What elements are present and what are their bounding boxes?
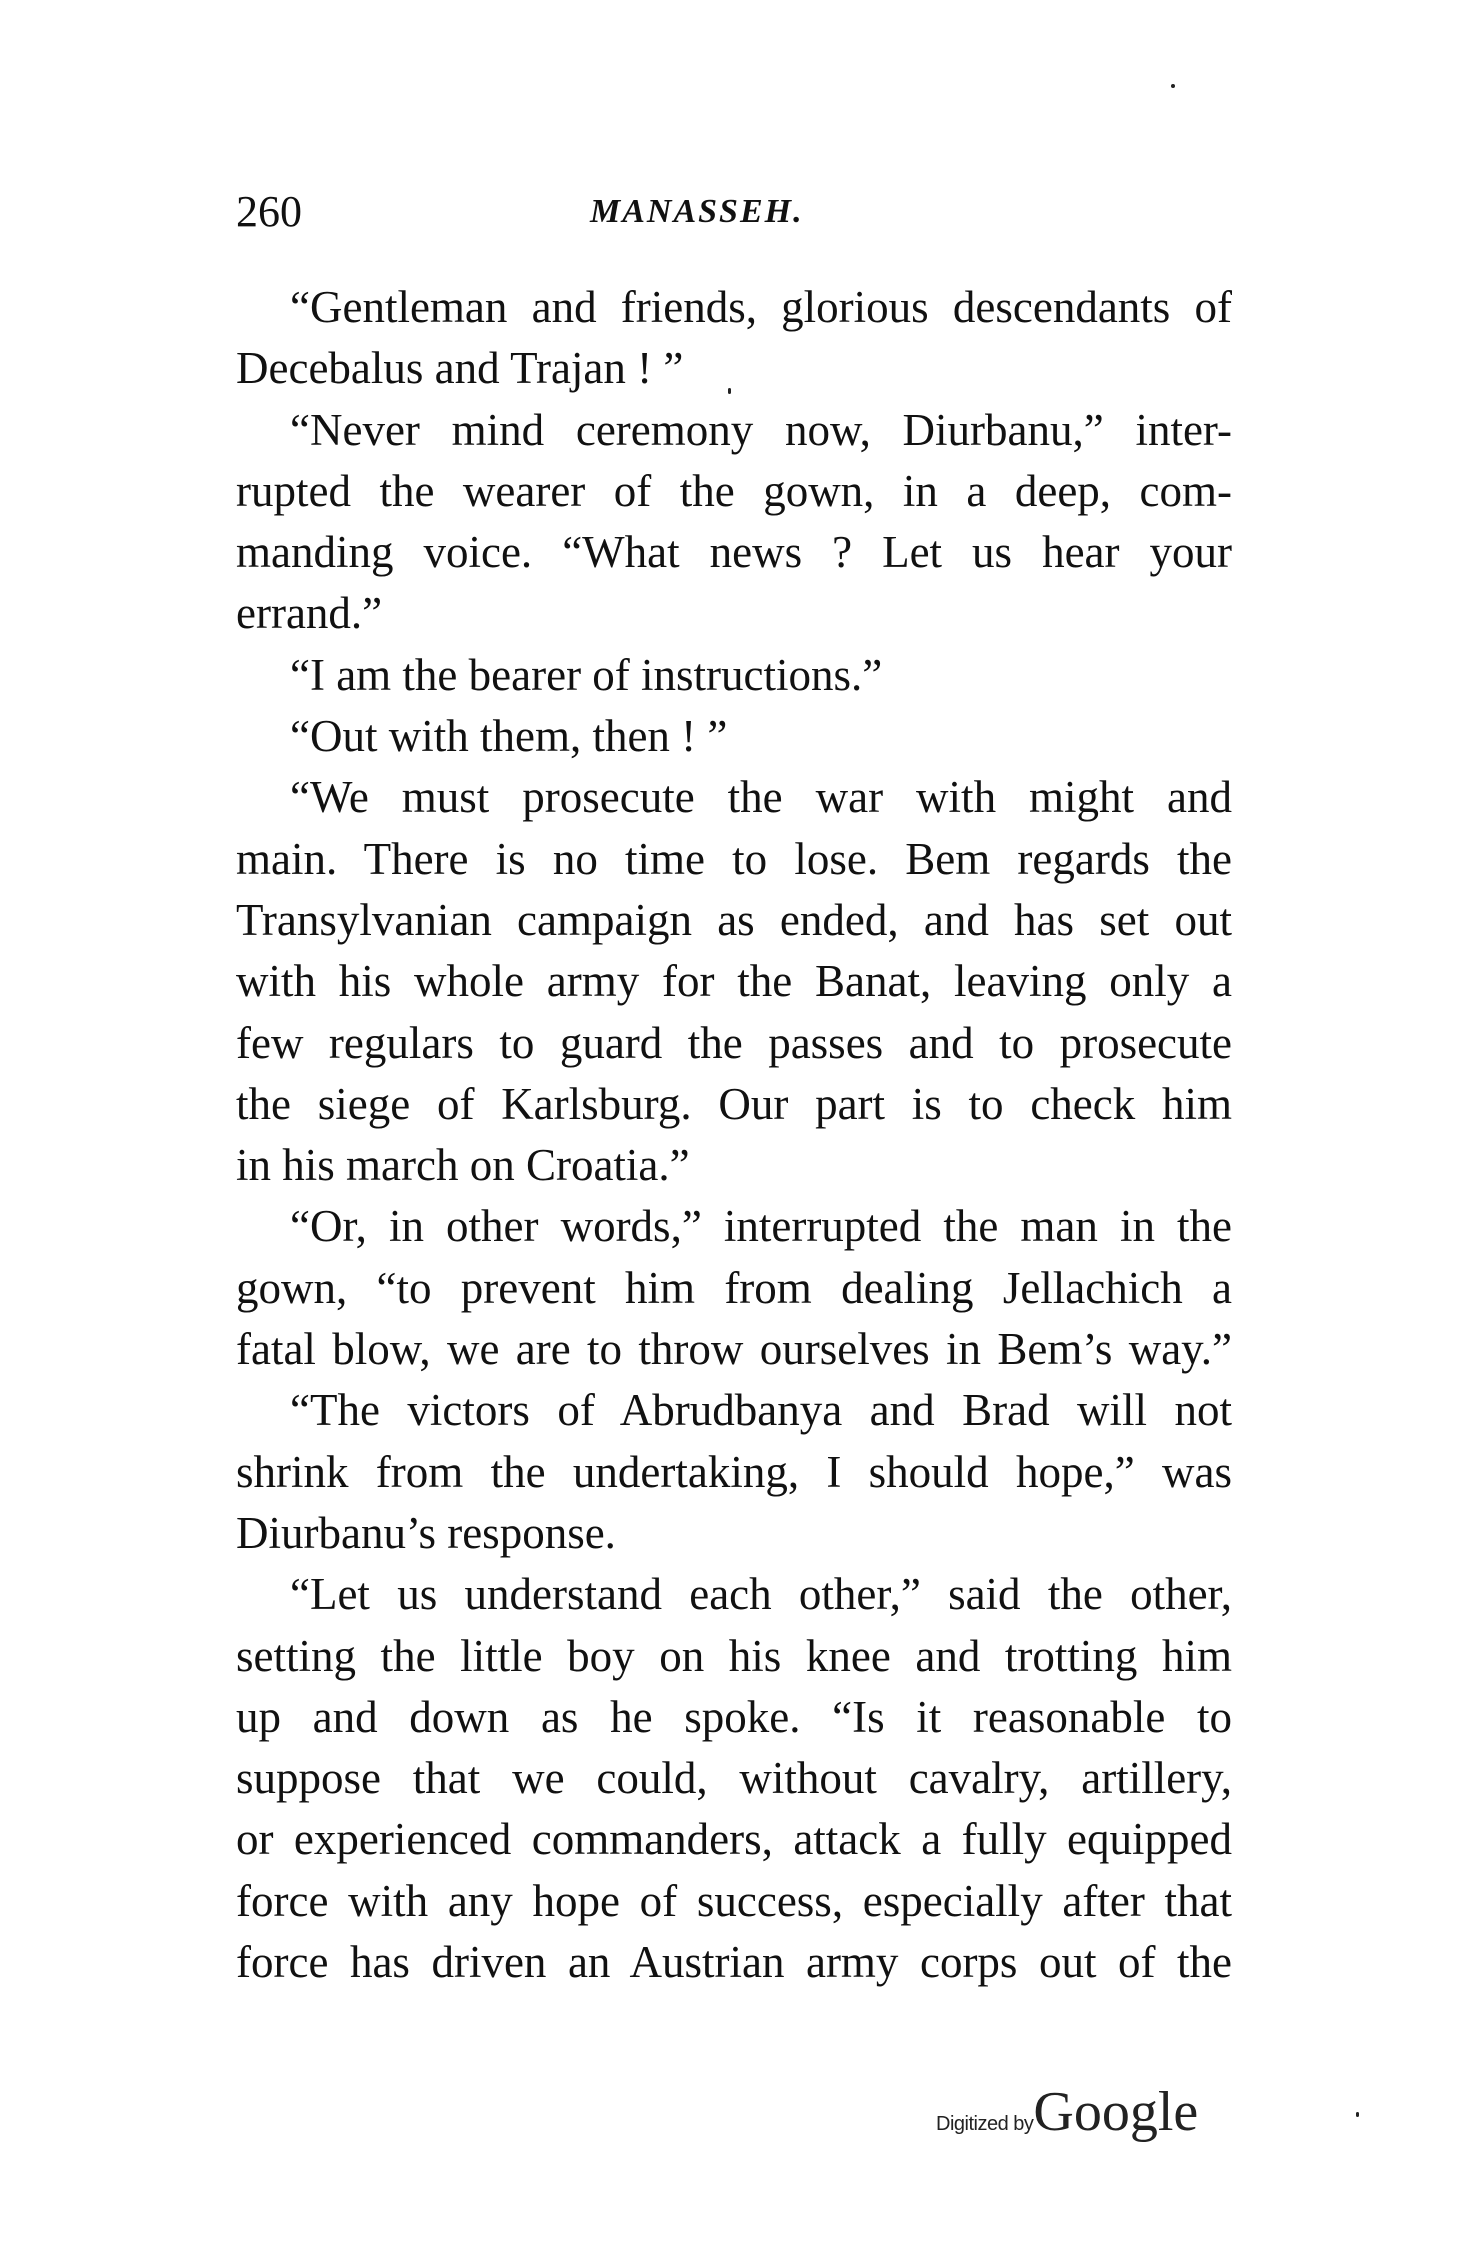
running-head: MANASSEH. (590, 193, 804, 230)
text-line: “Never mind ceremony now, Diurbanu,” inter- (290, 404, 1232, 455)
text-line: in his march on Croatia.” (236, 1140, 690, 1191)
text-line: “Out with them, then ! ” (290, 711, 728, 762)
text-line: shrink from the undertaking, I should hope,” was (236, 1446, 1232, 1497)
text-line: gown, “to prevent him from dealing Jellachich a (236, 1262, 1232, 1313)
scan-speck (728, 388, 731, 394)
text-line: force has driven an Austrian army corps out of the (236, 1937, 1232, 1988)
text-line: few regulars to guard the passes and to prosecute (236, 1017, 1232, 1068)
page-body-text (236, 277, 1232, 1993)
text-line: fatal blow, we are to throw ourselves in Bem’s way.” (236, 1324, 1232, 1375)
text-line: manding voice. “What news ? Let us hear your (236, 527, 1232, 578)
digitized-label: Digitized by (936, 2113, 1034, 2135)
text-line: the siege of Karlsburg. Our part is to check him (236, 1078, 1232, 1129)
text-line: “I am the bearer of instructions.” (290, 649, 883, 700)
text-line: errand.” (236, 588, 383, 639)
google-wordmark: Google (1033, 2081, 1199, 2143)
text-line: setting the little boy on his knee and trotting him (236, 1630, 1232, 1681)
text-line: with his whole army for the Banat, leaving only a (236, 956, 1232, 1007)
text-line: Decebalus and Trajan ! ” (236, 343, 684, 394)
digitized-by-google-watermark (936, 2080, 1199, 2143)
text-line: “The victors of Abrudbanya and Brad will not (290, 1385, 1232, 1436)
text-line: force with any hope of success, especially after that (236, 1875, 1232, 1926)
text-line: main. There is no time to lose. Bem regards the (236, 833, 1232, 884)
text-line: Transylvanian campaign as ended, and has set out (236, 894, 1232, 945)
text-line: up and down as he spoke. “Is it reasonable to (236, 1691, 1232, 1742)
text-line: “We must prosecute the war with might and (290, 772, 1232, 823)
text-line: Diurbanu’s response. (236, 1507, 616, 1558)
text-line: “Let us understand each other,” said the other, (290, 1569, 1232, 1620)
page-header (236, 182, 1232, 242)
scan-speck (1171, 84, 1175, 88)
text-line: or experienced commanders, attack a fully equipped (236, 1814, 1232, 1865)
text-line: “Gentleman and friends, glorious descendants of (290, 282, 1232, 332)
text-line: suppose that we could, without cavalry, artillery, (236, 1753, 1232, 1804)
text-line: rupted the wearer of the gown, in a deep, com- (236, 465, 1232, 516)
text-line: “Or, in other words,” interrupted the man in the (290, 1201, 1232, 1252)
page-number: 260 (236, 187, 302, 236)
scan-speck (1356, 2112, 1359, 2117)
